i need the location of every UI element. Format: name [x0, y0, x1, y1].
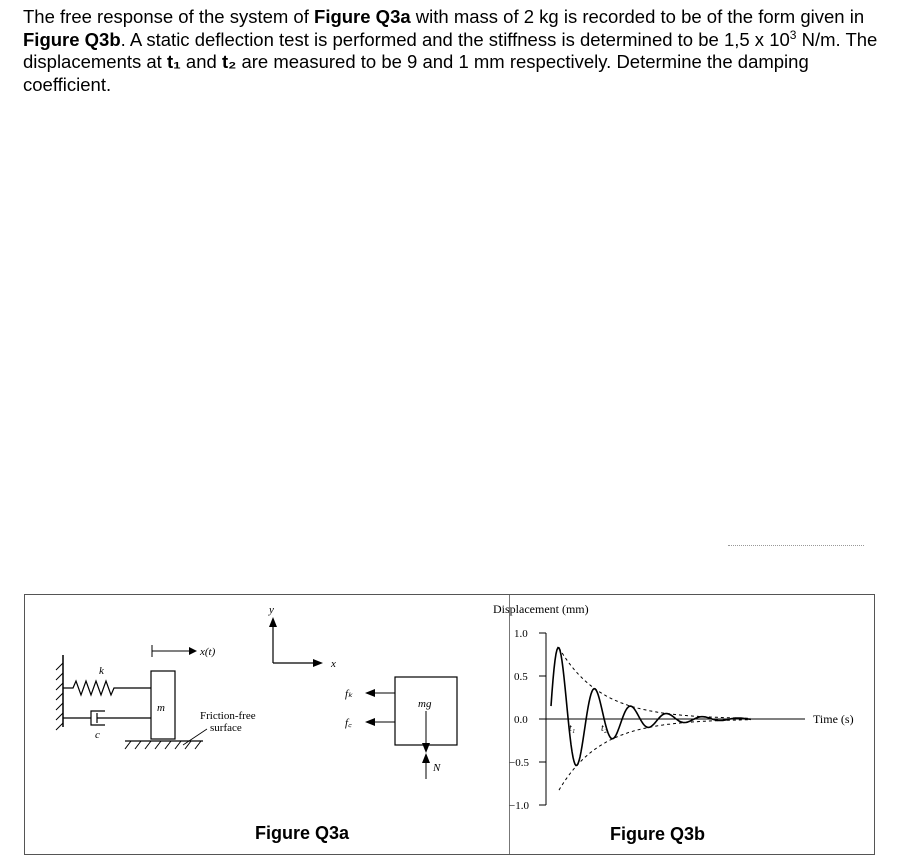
- y-ticks: [539, 633, 546, 805]
- figure-q3a-ref: Figure Q3a: [314, 6, 411, 27]
- t2-label: t₂: [601, 723, 608, 734]
- label-friction: Friction-free: [200, 710, 256, 722]
- label-y: y: [269, 604, 274, 616]
- chart-xlabel: Time (s): [813, 712, 854, 726]
- label-c: c: [95, 729, 100, 741]
- question-part: are measured to be 9 and 1 mm respectively. Determine the damping coefficient.: [23, 51, 809, 95]
- question-part: N/m. The displacements at: [23, 28, 878, 72]
- question-part: with mass of 2 kg is recorded to be of the form given in: [410, 6, 865, 27]
- label-k: k: [99, 665, 104, 677]
- ytick-label: −1.0: [509, 800, 529, 812]
- question-part: . A static deflection test is performed and the stiffness is determined to be 1,5 x 10: [120, 28, 790, 50]
- figure-q3b-ref: Figure Q3b: [23, 28, 121, 50]
- label-fk: fₖ: [345, 688, 353, 700]
- ytick-label: −0.5: [509, 757, 529, 769]
- t1-label: t₁: [569, 723, 576, 734]
- label-xt: x(t): [200, 646, 216, 658]
- label-x: x: [331, 658, 336, 670]
- t1-symbol: t₁: [166, 51, 181, 72]
- ytick-label: 0.0: [514, 714, 528, 726]
- lower-envelope: [559, 720, 751, 790]
- label-surface: surface: [210, 722, 242, 734]
- response-curve: [551, 648, 751, 766]
- ytick-label: 0.5: [514, 671, 528, 683]
- caption-q3a: Figure Q3a: [255, 823, 350, 843]
- ytick-label: 1.0: [514, 628, 528, 640]
- label-n: N: [433, 762, 441, 774]
- label-m: m: [157, 702, 165, 714]
- exponent: 3: [789, 27, 797, 42]
- label-mg: mg: [418, 698, 432, 710]
- t2-symbol: t₂: [221, 51, 237, 72]
- label-fc: f꜀: [345, 717, 352, 729]
- question-part: and: [180, 51, 222, 72]
- figure-box: [24, 594, 875, 855]
- dotted-line: [728, 545, 864, 547]
- question-text: [23, 6, 893, 96]
- caption-q3b: Figure Q3b: [610, 824, 706, 844]
- chart-ylabel: Displacement (mm): [493, 602, 589, 616]
- figure-q3b: [25, 595, 876, 856]
- question-part: The free response of the system of: [23, 6, 315, 27]
